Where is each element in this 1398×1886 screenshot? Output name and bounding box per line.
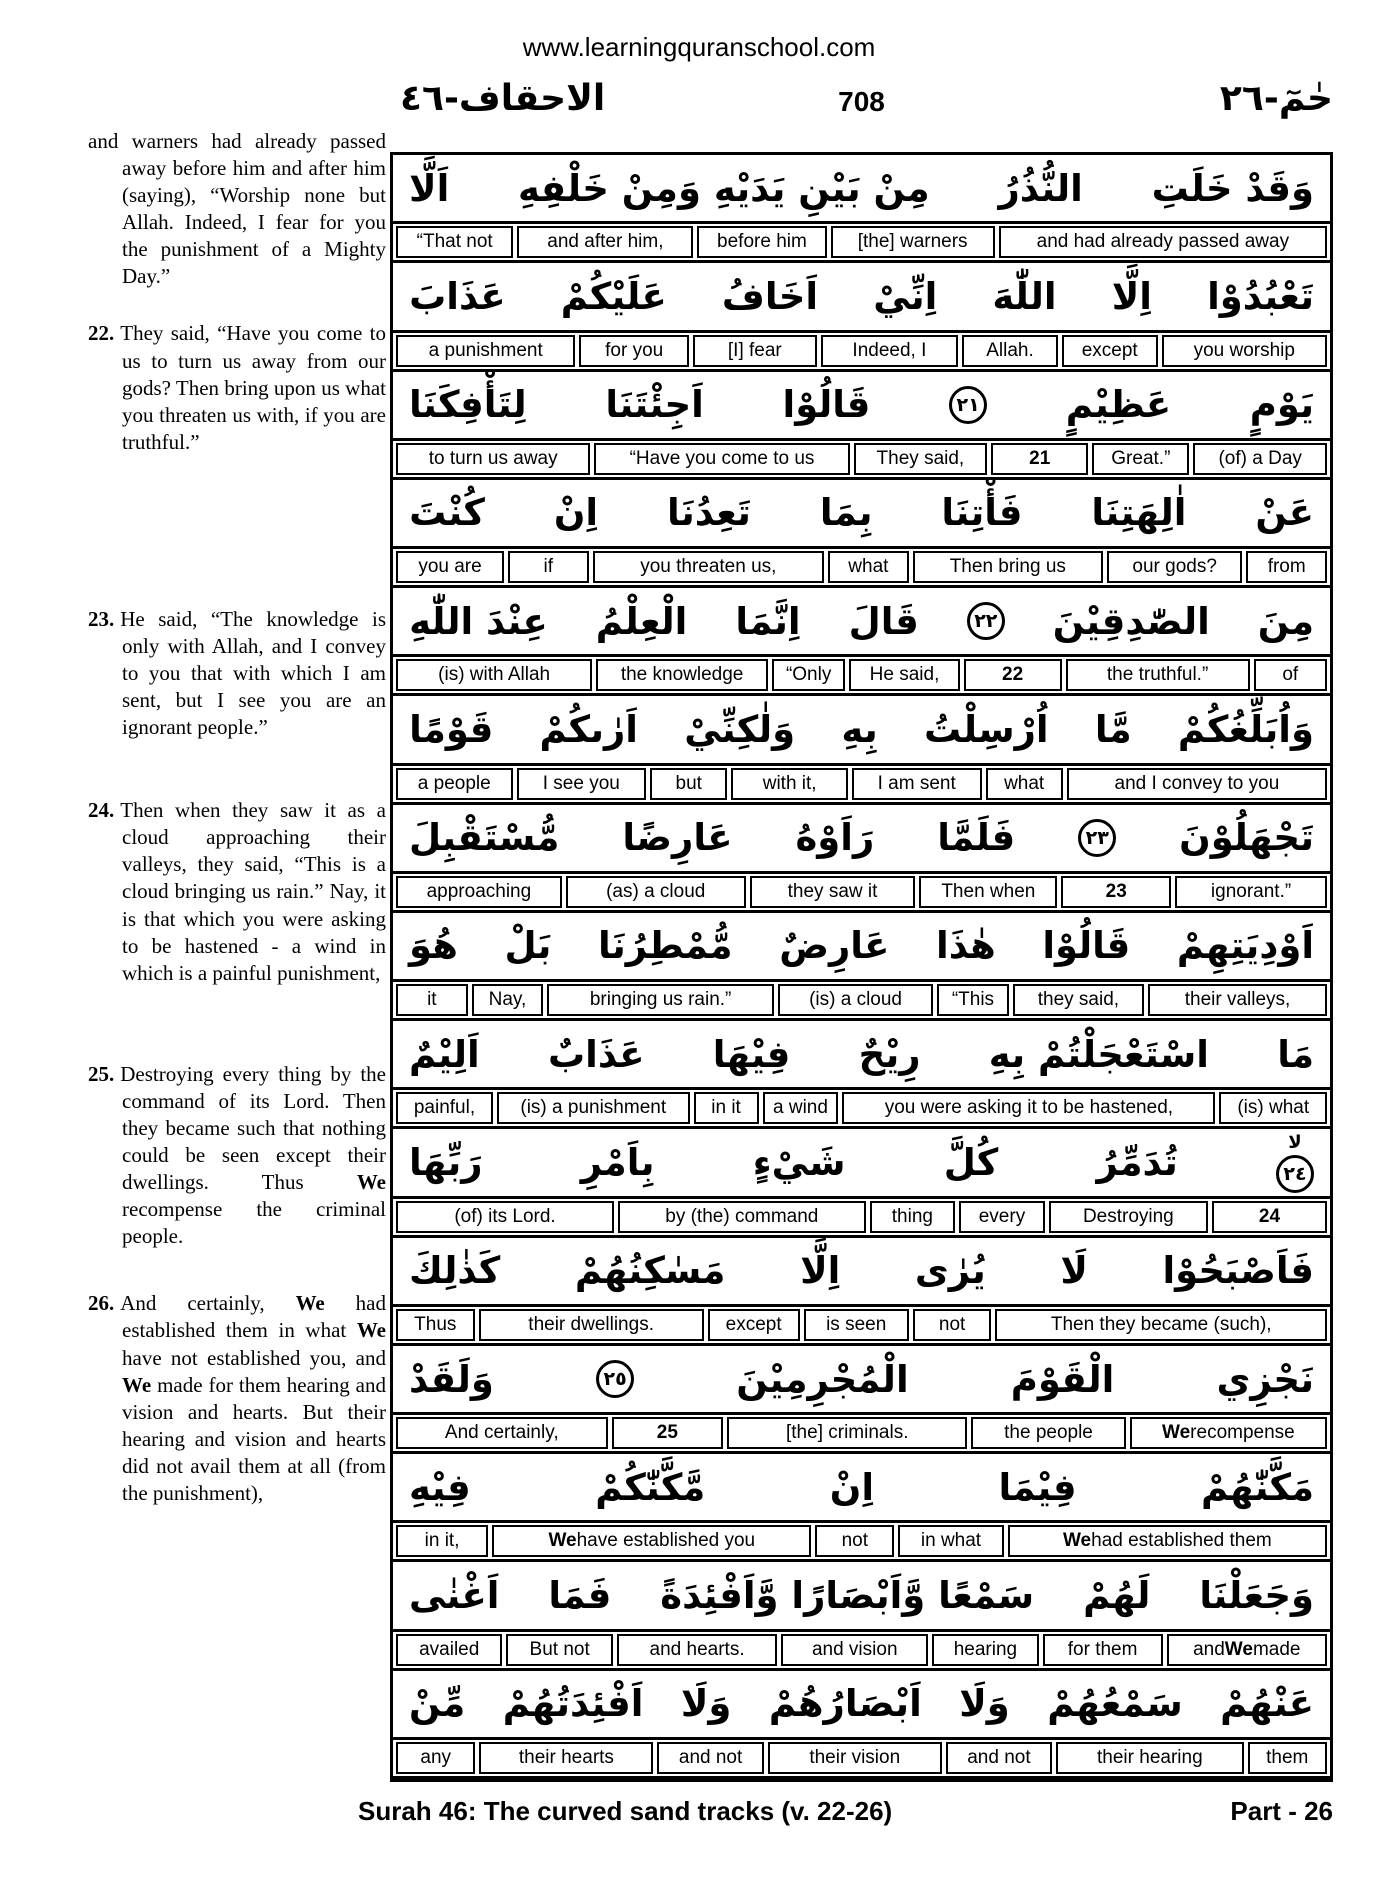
arabic-word: اِلَّا xyxy=(800,1249,841,1293)
word-translation-cell: and We made xyxy=(1167,1634,1327,1666)
arabic-word: بِهِ xyxy=(841,707,878,751)
arabic-word: فِيْهَا xyxy=(712,1032,791,1076)
arabic-word: قَالَ xyxy=(848,599,919,643)
arabic-word: مَّا xyxy=(1094,707,1132,751)
word-translation-cell: by (the) command xyxy=(618,1201,866,1233)
word-translation-cell: if xyxy=(508,551,589,583)
word-translation-cell: with it, xyxy=(731,768,848,800)
word-translation-cell: bringing us rain.” xyxy=(547,984,774,1016)
arabic-word: اَجِئْتَنَا xyxy=(605,383,704,427)
word-translation-cell: you worship xyxy=(1162,335,1327,367)
translation-row xyxy=(393,1304,1330,1346)
word-translation-cell: you threaten us, xyxy=(593,551,824,583)
word-translation-cell: “Only xyxy=(772,659,845,691)
translation-row xyxy=(393,1412,1330,1454)
word-translation-cell: a punishment xyxy=(396,335,575,367)
word-translation-cell: they said, xyxy=(1013,984,1144,1016)
word-translation-cell: We had established them xyxy=(1008,1525,1327,1557)
arabic-word: اِلَّا xyxy=(1111,274,1152,318)
word-translation-cell: a wind xyxy=(763,1092,839,1124)
word-translation-cell: and not xyxy=(657,1742,763,1774)
arabic-word: عَلَيْكُمْ xyxy=(560,274,667,318)
translation-row xyxy=(393,654,1330,696)
arabic-word: فَلَمَّا xyxy=(937,816,1016,860)
arabic-word: بِاَمْرِ xyxy=(580,1141,655,1185)
word-translation-cell: to turn us away xyxy=(396,443,590,475)
verse-number-circle xyxy=(1276,1132,1314,1193)
word-translation-cell: (of) its Lord. xyxy=(396,1201,614,1233)
word-translation-cell: Allah. xyxy=(962,335,1058,367)
arabic-word: مِنَ xyxy=(1257,599,1314,643)
word-translation-cell: from xyxy=(1246,551,1327,583)
word-translation-cell: [the] criminals. xyxy=(727,1417,967,1449)
arabic-verse-row xyxy=(393,588,1330,654)
arabic-word: فَمَا xyxy=(548,1574,612,1618)
arabic-word: النُّذُرُ xyxy=(998,166,1083,210)
arabic-word: وَلَقَدْ xyxy=(409,1357,494,1401)
arabic-word: يَوْمٍ xyxy=(1249,383,1314,427)
ayah-number: ٢١ xyxy=(949,386,987,424)
word-translation-cell: hearing xyxy=(932,1634,1038,1666)
arabic-word: عَارِضًا xyxy=(622,816,733,860)
word-translation-cell: “Have you come to us xyxy=(594,443,849,475)
arabic-word: هٰذَا xyxy=(936,924,996,968)
translation-row xyxy=(393,763,1330,805)
arabic-word: قَالُوْا xyxy=(782,383,871,427)
verse-number: 23. xyxy=(88,606,115,631)
stop-mark-la: لا xyxy=(1288,1132,1302,1154)
arabic-word: قَوْمًا xyxy=(409,707,494,751)
word-translation-cell: (is) a cloud xyxy=(778,984,933,1016)
translation-row xyxy=(393,979,1330,1021)
arabic-word: عَظِيْمٍ xyxy=(1065,383,1172,427)
arabic-word: لِتَأْفِكَنَا xyxy=(409,383,527,427)
word-translation-cell: their hearing xyxy=(1056,1742,1243,1774)
word-translation-cell: (is) a punishment xyxy=(497,1092,690,1124)
word-translation-cell: availed xyxy=(396,1634,502,1666)
word-translation-cell: “That not xyxy=(396,226,513,258)
word-translation-cell: the people xyxy=(971,1417,1126,1449)
arabic-word: كُلَّ xyxy=(943,1141,999,1185)
arabic-word: اٰلِهَتِنَا xyxy=(1091,491,1187,535)
word-translation-cell: 25 xyxy=(612,1417,724,1449)
page-footer xyxy=(358,1796,1333,1830)
arabic-verse-row xyxy=(393,1562,1330,1628)
word-translation-cell: in it, xyxy=(396,1525,488,1557)
word-translation-cell: the truthful.” xyxy=(1066,659,1250,691)
arabic-word: عَنْ xyxy=(1255,491,1314,535)
word-translation-cell: they saw it xyxy=(750,876,916,908)
word-translation-cell: any xyxy=(396,1742,475,1774)
word-translation-cell: Destroying xyxy=(1049,1201,1208,1233)
translation-row xyxy=(393,1196,1330,1238)
arabic-word: فِيْهِ xyxy=(409,1465,471,1509)
verse-text: and warners had already passed away before him and after him (saying), “Worship none but Allah. Indeed, I fear for you the punishment of a Mighty Day.” xyxy=(88,129,386,289)
arabic-word: مِّنْ xyxy=(409,1682,466,1726)
arabic-word: عَارِضٌ xyxy=(779,924,890,968)
arabic-word: الْقَوْمَ xyxy=(1010,1357,1115,1401)
word-translation-cell: Indeed, I xyxy=(821,335,959,367)
arabic-word: شَيْءٍ xyxy=(752,1141,846,1185)
verse-number-circle xyxy=(967,602,1005,640)
page-number: 708 xyxy=(838,86,885,117)
word-translation-cell: [I] fear xyxy=(693,335,817,367)
arabic-word: فَأْتِنَا xyxy=(941,491,1023,535)
arabic-word: مَكَّنّٰهُمْ xyxy=(1201,1465,1314,1509)
arabic-verse-row xyxy=(393,1021,1330,1087)
arabic-word: اَفْئِدَتُهُمْ xyxy=(502,1682,644,1726)
arabic-word: نَجْزِي xyxy=(1216,1357,1314,1401)
word-translation-cell: Great.” xyxy=(1092,443,1189,475)
verse-number-circle xyxy=(1078,819,1116,857)
arabic-word: لَا xyxy=(1060,1249,1088,1293)
arabic-word: اَرٰىكُمْ xyxy=(539,707,638,751)
page-header xyxy=(390,76,1333,128)
word-translation-cell: before him xyxy=(697,226,826,258)
verse-number-circle xyxy=(949,386,987,424)
arabic-word: سَمْعًا وَّاَبْصَارًا وَّاَفْئِدَةً xyxy=(660,1574,1035,1618)
ayah-number: ٢٥ xyxy=(596,1360,634,1398)
verse-number: 25. xyxy=(88,1061,115,1086)
word-translation-cell: you are xyxy=(396,551,504,583)
english-translation-column xyxy=(88,128,386,1507)
arabic-verse-row xyxy=(393,1346,1330,1412)
word-translation-cell: except xyxy=(708,1309,800,1341)
arabic-verse-row xyxy=(393,696,1330,762)
arabic-verse-row xyxy=(393,913,1330,979)
arabic-word: قَالُوْا xyxy=(1042,924,1131,968)
arabic-word: مَسٰكِنُهُمْ xyxy=(574,1249,726,1293)
arabic-verse-row xyxy=(393,805,1330,871)
word-translation-cell: Then when xyxy=(919,876,1057,908)
arabic-word: الْمُجْرِمِيْنَ xyxy=(736,1357,909,1401)
site-url: www.learningquranschool.com xyxy=(522,32,876,62)
arabic-word: تَجْهَلُوْنَ xyxy=(1179,816,1314,860)
word-translation-cell: what xyxy=(828,551,909,583)
arabic-word: رِيْحٌ xyxy=(858,1032,921,1076)
translation-row xyxy=(393,1629,1330,1671)
verse-number: 24. xyxy=(88,798,115,823)
word-translation-cell: painful, xyxy=(396,1092,493,1124)
translation-row xyxy=(393,1737,1330,1779)
verse-translation-paragraph xyxy=(88,797,386,987)
arabic-word: بِمَا xyxy=(819,491,873,535)
verse-text: They said, “Have you come to us to turn us away from our gods? Then bring upon us what you threaten us with, if you are truthful.” xyxy=(120,321,386,454)
arabic-word: اَبْصَارُهُمْ xyxy=(768,1682,922,1726)
word-translation-cell: every xyxy=(959,1201,1045,1233)
word-translation-cell: 23 xyxy=(1061,876,1171,908)
word-translation-cell: the knowledge xyxy=(596,659,768,691)
word-translation-cell: is seen xyxy=(804,1309,909,1341)
arabic-word: اَلَّا xyxy=(409,166,450,210)
arabic-word: اُرْسِلْتُ xyxy=(923,707,1049,751)
arabic-word: كَذٰلِكَ xyxy=(409,1249,501,1293)
verse-number-circle xyxy=(596,1360,634,1398)
arabic-word: اِنْ xyxy=(553,491,599,535)
verse-text: Then when they saw it as a cloud approaching their valleys, they said, “This is a cloud bringing us rain.” Nay, it is that which you were asking to be hastened - a wind in which is a painful punishment, xyxy=(120,798,386,985)
arabic-word: مِنْ بَيْنِ يَدَيْهِ وَمِنْ خَلْفِهِ xyxy=(518,166,930,210)
arabic-word: وَلَا xyxy=(680,1682,732,1726)
arabic-verse-row xyxy=(393,1671,1330,1737)
word-translation-cell: in it xyxy=(694,1092,759,1124)
arabic-word: وَجَعَلْنَا xyxy=(1199,1574,1314,1618)
word-translation-cell: in what xyxy=(898,1525,1004,1557)
arabic-word: عَنْهُمْ xyxy=(1220,1682,1314,1726)
ayah-number: ٢٤ xyxy=(1276,1155,1314,1193)
verse-number: 22. xyxy=(88,321,115,346)
word-translation-cell: (is) what xyxy=(1219,1092,1327,1124)
arabic-word: اِنْ xyxy=(829,1465,875,1509)
word-translation-cell: “This xyxy=(937,984,1009,1016)
translation-row xyxy=(393,330,1330,372)
word-translation-cell: it xyxy=(396,984,468,1016)
verse-text: He said, “The knowledge is only with Allah, and I convey to you that with which I am sent, but I see you are an ignorant people.” xyxy=(120,606,386,740)
word-translation-cell: And certainly, xyxy=(396,1417,608,1449)
arabic-word: اِنَّمَا xyxy=(735,599,801,643)
arabic-word: عِنْدَ اللّٰهِ xyxy=(409,599,548,643)
arabic-word: كُنْتَ xyxy=(409,491,485,535)
translation-row xyxy=(393,438,1330,480)
word-translation-cell: I am sent xyxy=(852,768,982,800)
arabic-word: مُّسْتَقْبِلَ xyxy=(409,816,560,860)
word-translation-cell: their hearts xyxy=(479,1742,653,1774)
arabic-word: اَلِيْمٌ xyxy=(409,1032,480,1076)
word-translation-cell: them xyxy=(1248,1742,1327,1774)
word-translation-cell: not xyxy=(815,1525,894,1557)
arabic-word: مَا xyxy=(1277,1032,1314,1076)
verse-translation-paragraph xyxy=(88,128,386,290)
word-translation-cell: ignorant.” xyxy=(1175,876,1327,908)
arabic-word: اَخَافُ xyxy=(721,274,819,318)
word-translation-cell: and after him, xyxy=(517,226,693,258)
surah-title: Surah 46: The curved sand tracks (v. 22-26) xyxy=(358,1796,893,1826)
translation-row xyxy=(393,546,1330,588)
arabic-word: اِنِّيْ xyxy=(873,274,938,318)
arabic-word: عَذَابٌ xyxy=(547,1032,645,1076)
arabic-word: اللّٰهَ xyxy=(992,274,1057,318)
word-translation-cell: their valleys, xyxy=(1148,984,1327,1016)
verse-number: 26. xyxy=(88,1291,115,1316)
word-translation-cell: (is) with Allah xyxy=(396,659,592,691)
arabic-word: الصّٰدِقِيْنَ xyxy=(1052,599,1210,643)
arabic-word: الْعِلْمُ xyxy=(595,599,688,643)
arabic-verse-row xyxy=(393,1454,1330,1520)
word-translation-cell: of xyxy=(1254,659,1327,691)
arabic-word: تُدَمِّرُ xyxy=(1096,1141,1178,1185)
word-translation-cell: for them xyxy=(1043,1634,1163,1666)
translation-row xyxy=(393,871,1330,913)
word-translation-cell: their dwellings. xyxy=(479,1309,704,1341)
ayah-number: ٢٢ xyxy=(967,602,1005,640)
word-translation-cell: what xyxy=(986,768,1063,800)
arabic-word: سَمْعُهُمْ xyxy=(1047,1682,1183,1726)
word-translation-cell: but xyxy=(650,768,727,800)
verse-text: And certainly, We had established them in what We have not established you, and We made for them hearing and vision and hearts. But their hearing and vision and hearts did not avail them at all (from the punishment), xyxy=(120,1291,386,1505)
word-translation-cell: [the] warners xyxy=(831,226,995,258)
arabic-word: رَاَوْهُ xyxy=(795,816,875,860)
word-translation-cell: you were asking it to be hastened, xyxy=(842,1092,1215,1124)
word-translation-cell: except xyxy=(1062,335,1158,367)
word-translation-cell: Then bring us xyxy=(913,551,1103,583)
arabic-verse-row xyxy=(393,263,1330,329)
verse-text: Destroying every thing by the command of its Lord. Then they became such that nothing could be seen except their dwellings. Thus We recompense the criminal people. xyxy=(120,1061,386,1249)
word-translation-cell: for you xyxy=(579,335,689,367)
word-translation-cell: He said, xyxy=(849,659,959,691)
word-translation-cell: 22 xyxy=(964,659,1062,691)
arabic-word: يُرٰى xyxy=(914,1249,986,1293)
arabic-word: رَبِّهَا xyxy=(409,1141,483,1185)
translation-row xyxy=(393,1087,1330,1129)
arabic-word: تَعِدُنَا xyxy=(667,491,751,535)
arabic-word: اَوْدِيَتِهِمْ xyxy=(1176,924,1314,968)
word-translation-cell: Then they became (such), xyxy=(995,1309,1327,1341)
verse-translation-paragraph xyxy=(88,1061,386,1251)
part-number: Part - 26 xyxy=(1230,1796,1333,1826)
arabic-verse-row xyxy=(393,1238,1330,1304)
word-translation-cell: 24 xyxy=(1212,1201,1327,1233)
word-translation-cell: and hearts. xyxy=(617,1634,777,1666)
word-translation-cell: and vision xyxy=(781,1634,928,1666)
arabic-word: فِيْمَا xyxy=(998,1465,1077,1509)
arabic-word: تَعْبُدُوْا xyxy=(1207,274,1314,318)
arabic-word: وَقَدْ خَلَتِ xyxy=(1151,166,1314,210)
verse-translation-paragraph xyxy=(88,320,386,455)
word-translation-cell: thing xyxy=(870,1201,956,1233)
surah-name-arabic: الاحقاف-٤٦ xyxy=(400,78,606,119)
word-translation-cell: approaching xyxy=(396,876,562,908)
word-translation-cell: 21 xyxy=(991,443,1088,475)
word-translation-cell: I see you xyxy=(517,768,647,800)
verse-translation-paragraph xyxy=(88,1290,386,1507)
arabic-verse-row xyxy=(393,480,1330,546)
word-translation-cell: (of) a Day xyxy=(1193,443,1327,475)
arabic-verse-row xyxy=(393,1129,1330,1195)
word-translation-cell: We have established you xyxy=(492,1525,811,1557)
word-translation-cell: and had already passed away xyxy=(999,226,1327,258)
word-translation-cell: (as) a cloud xyxy=(566,876,746,908)
word-translation-cell: and I convey to you xyxy=(1067,768,1327,800)
arabic-word: اَغْنٰى xyxy=(409,1574,500,1618)
word-translation-cell: not xyxy=(913,1309,992,1341)
word-translation-cell: our gods? xyxy=(1107,551,1242,583)
juz-marker-arabic: حٰمٓ-٢٦ xyxy=(1219,78,1333,119)
word-translation-cell: a people xyxy=(396,768,513,800)
arabic-verse-row xyxy=(393,372,1330,438)
word-translation-cell: We recompense xyxy=(1130,1417,1327,1449)
arabic-verse-row xyxy=(393,155,1330,221)
arabic-word: هُوَ xyxy=(409,924,458,968)
word-translation-cell: They said, xyxy=(854,443,988,475)
arabic-word: لَهُمْ xyxy=(1083,1574,1151,1618)
arabic-word: مَّكَّنّٰكُمْ xyxy=(595,1465,706,1509)
word-translation-cell: But not xyxy=(506,1634,612,1666)
arabic-word: وَلَا xyxy=(959,1682,1010,1726)
arabic-word: اسْتَعْجَلْتُمْ بِهِ xyxy=(988,1032,1209,1076)
word-translation-cell: Thus xyxy=(396,1309,475,1341)
arabic-word: عَذَابَ xyxy=(409,274,506,318)
word-translation-cell: and not xyxy=(946,1742,1052,1774)
arabic-word: مُّمْطِرُنَا xyxy=(598,924,733,968)
word-translation-cell: Nay, xyxy=(472,984,544,1016)
translation-row xyxy=(393,1520,1330,1562)
ayah-number: ٢٣ xyxy=(1078,819,1116,857)
arabic-word: فَاَصْبَحُوْا xyxy=(1162,1249,1314,1293)
word-translation-cell: their vision xyxy=(768,1742,942,1774)
arabic-word: وَلٰكِنِّيْ xyxy=(684,707,796,751)
word-by-word-table xyxy=(390,152,1333,1782)
arabic-word: وَاُبَلِّغُكُمْ xyxy=(1177,707,1314,751)
translation-row xyxy=(393,221,1330,263)
verse-translation-paragraph xyxy=(88,606,386,741)
arabic-word: بَلْ xyxy=(504,924,552,968)
